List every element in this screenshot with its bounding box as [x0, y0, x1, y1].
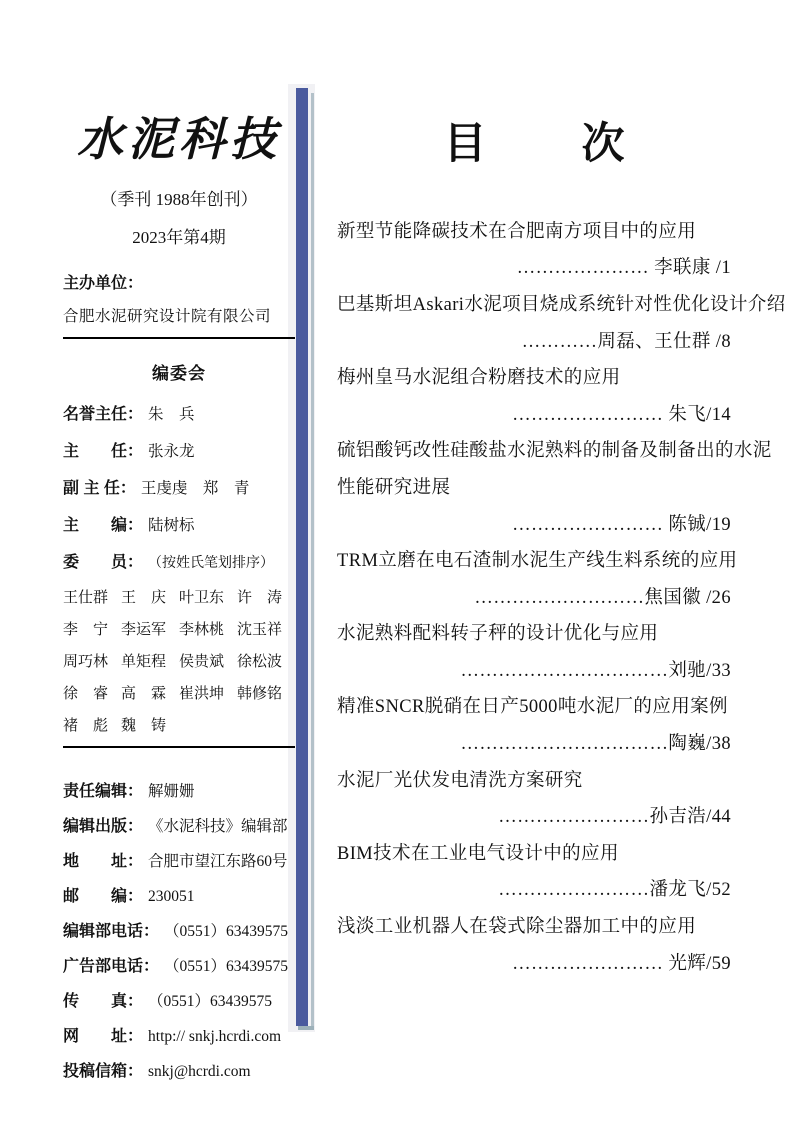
member-name: 李 宁 — [63, 622, 109, 639]
toc-entry — [337, 543, 738, 616]
role-value: 朱 兵 — [148, 406, 195, 424]
publication-label: 编辑部电话： — [63, 923, 160, 941]
committee-role-row — [63, 512, 295, 535]
toc-entry — [337, 214, 731, 287]
publication-value: （0551）63439575 — [164, 923, 289, 941]
publication-value: （0551）63439575 — [148, 993, 273, 1011]
member-name: 徐 睿 — [63, 686, 109, 703]
member-name: 李林桃 — [179, 622, 225, 639]
publication-value: 合肥市望江东路60号 — [148, 853, 288, 871]
toc-entry — [337, 763, 731, 836]
role-value: 陆树标 — [148, 517, 195, 535]
publication-value: 《水泥科技》编辑部 — [148, 818, 288, 836]
toc-entry-author-line — [337, 726, 731, 763]
toc-entry-author-page: 朱飞/14 — [668, 404, 731, 425]
publication-row — [63, 953, 295, 976]
publication-row — [63, 1023, 295, 1046]
toc-entry-title: BIM技术在工业电气设计中的应用 — [337, 843, 619, 864]
toc-entry-author-page: 陶巍/38 — [668, 734, 731, 755]
toc-leader-dots: …………………… — [512, 404, 669, 425]
toc-leader-dots: ………… — [521, 331, 598, 352]
toc-entry-author-page: 光辉/59 — [668, 953, 731, 974]
member-name — [237, 714, 295, 735]
committee-members-row — [63, 682, 295, 703]
publication-row — [63, 883, 295, 906]
toc-entry — [337, 689, 731, 762]
accent-bar-shadow-right — [311, 93, 314, 1029]
committee-members-row — [63, 586, 295, 607]
toc-entry-author-page: 李联康 /1 — [654, 258, 731, 279]
journal-subtitle-founding: （季刊 1988年创刊） — [100, 190, 258, 210]
toc-entry-title: 水泥熟料配料转子秤的设计优化与应用 — [337, 624, 659, 645]
toc-entry — [337, 360, 731, 433]
role-label: 名誉主任： — [63, 406, 144, 424]
toc-entry-title: 精准SNCR脱硝在日产5000吨水泥厂的应用案例 — [337, 697, 728, 718]
sponsor-label: 主办单位： — [63, 275, 144, 293]
publication-value: http:// snkj.hcrdi.com — [148, 1028, 282, 1046]
publication-row — [63, 848, 295, 871]
committee-role-row — [63, 475, 295, 498]
publication-label: 投稿信箱： — [63, 1063, 144, 1081]
committee-role-row — [63, 438, 295, 461]
journal-title: 水泥科技 — [77, 112, 281, 166]
toc-entry — [337, 909, 731, 982]
toc-entry-author-page: 刘驰/33 — [668, 660, 731, 681]
toc-entry-title: TRM立磨在电石渣制水泥生产线生料系统的应用 — [337, 551, 738, 572]
publication-label: 传 真： — [63, 993, 144, 1011]
toc-leader-dots: …………………… — [498, 880, 650, 901]
role-value: （按姓氏笔划排序） — [148, 556, 275, 572]
toc-entry-title: 梅州皇马水泥组合粉磨技术的应用 — [337, 368, 621, 389]
member-name: 褚 彪 — [63, 718, 109, 735]
toc-entry — [337, 836, 731, 909]
role-label: 主 任： — [63, 443, 144, 461]
toc-entry-author-line — [337, 653, 731, 690]
toc-entry-author-page: 潘龙飞/52 — [649, 880, 731, 901]
publication-row — [63, 988, 295, 1011]
publication-label: 广告部电话： — [63, 958, 160, 976]
committee-heading: 编委会 — [152, 364, 206, 384]
toc-entry-author-line — [337, 946, 731, 983]
toc-list — [337, 214, 786, 982]
left-column — [63, 112, 295, 1093]
toc-entry — [337, 616, 731, 689]
toc-entry-author-page: 周磊、王仕群 /8 — [597, 331, 731, 352]
publication-row — [63, 813, 295, 836]
toc-entry-author-page: 孙吉浩/44 — [649, 807, 731, 828]
publication-value: 230051 — [148, 888, 195, 906]
member-name: 许 涛 — [237, 590, 283, 607]
toc-entry-author-line — [337, 507, 731, 544]
toc-entry-author-page: 陈铖/19 — [668, 514, 731, 535]
divider-rule-bottom — [63, 746, 295, 748]
publication-row — [63, 918, 295, 941]
member-name: 周巧林 — [63, 654, 109, 671]
publication-row — [63, 1058, 295, 1081]
publication-label: 地 址： — [63, 853, 144, 871]
member-name: 叶卫东 — [179, 590, 225, 607]
accent-bar-shadow-bottom — [298, 1026, 314, 1030]
role-label: 副 主 任： — [63, 480, 136, 498]
member-name: 韩修铭 — [237, 686, 283, 703]
publication-label: 邮 编： — [63, 888, 144, 906]
member-name: 单矩程 — [121, 654, 167, 671]
member-name: 沈玉祥 — [237, 622, 283, 639]
publication-info — [63, 778, 295, 1081]
publication-value: snkj@hcrdi.com — [148, 1063, 251, 1081]
member-name — [179, 714, 237, 735]
toc-entry-title: 浅淡工业机器人在袋式除尘器加工中的应用 — [337, 917, 697, 938]
toc-entry-title: 巴基斯坦Askari水泥项目烧成系统针对性优化设计介绍 — [337, 294, 786, 315]
toc-entry-author-line — [337, 799, 731, 836]
toc-entry-author-page: 焦国徽 /26 — [644, 587, 731, 608]
publication-label: 责任编辑： — [63, 783, 144, 801]
publication-label: 网 址： — [63, 1028, 144, 1046]
toc-leader-dots: ………………… — [516, 258, 655, 279]
role-value: 王虔虔 郑 青 — [140, 480, 250, 498]
committee-role-row — [63, 549, 295, 572]
role-value: 张永龙 — [148, 443, 195, 461]
committee-members-row — [63, 714, 295, 735]
toc-entry-author-line — [337, 872, 731, 909]
member-name: 王 庆 — [121, 590, 167, 607]
toc-entry-title: 水泥厂光伏发电清洗方案研究 — [337, 770, 583, 791]
member-name: 魏 铸 — [121, 718, 167, 735]
toc-entry-author-line — [337, 324, 731, 361]
sponsor-name: 合肥水泥研究设计院有限公司 — [63, 308, 272, 326]
member-name: 高 霖 — [121, 686, 167, 703]
publication-value: 解姗姗 — [148, 783, 195, 801]
publication-label: 编辑出版： — [63, 818, 144, 836]
committee-roles — [63, 401, 295, 572]
member-name: 崔洪坤 — [179, 686, 225, 703]
publication-value: （0551）63439575 — [164, 958, 289, 976]
role-label: 主 编： — [63, 517, 144, 535]
toc-entry — [337, 287, 786, 360]
member-name: 李运军 — [121, 622, 167, 639]
toc-leader-dots: …………………… — [512, 514, 669, 535]
committee-role-row — [63, 401, 295, 424]
member-name: 王仕群 — [63, 590, 109, 607]
toc-entry-author-line — [337, 580, 731, 617]
toc-leader-dots: …………………… — [498, 807, 650, 828]
toc-entry-title: 硫铝酸钙改性硅酸盐水泥熟料的制备及制备出的水泥 — [337, 441, 772, 462]
toc-heading: 目 次 — [443, 119, 651, 169]
member-name: 侯贵斌 — [179, 654, 225, 671]
toc-leader-dots: …………………… — [512, 953, 669, 974]
toc-leader-dots: …………………………… — [460, 660, 669, 681]
divider-rule-top — [63, 337, 295, 339]
committee-members — [63, 586, 295, 735]
accent-bar — [296, 88, 308, 1026]
toc-entry-title-line2: 性能研究进展 — [337, 477, 451, 498]
committee-members-row — [63, 618, 295, 639]
journal-issue: 2023年第4期 — [132, 228, 226, 248]
toc-entry-title: 新型节能降碳技术在合肥南方项目中的应用 — [337, 221, 697, 242]
toc-leader-dots: …………………………… — [460, 734, 669, 755]
role-label: 委 员： — [63, 554, 144, 572]
toc-entry-author-line — [337, 250, 731, 287]
committee-members-row — [63, 650, 295, 671]
toc-entry — [337, 433, 772, 543]
publication-row — [63, 778, 295, 801]
toc-entry-author-line — [337, 397, 731, 434]
toc-column — [337, 118, 786, 982]
toc-leader-dots: ……………………… — [474, 587, 645, 608]
member-name: 徐松波 — [237, 654, 283, 671]
